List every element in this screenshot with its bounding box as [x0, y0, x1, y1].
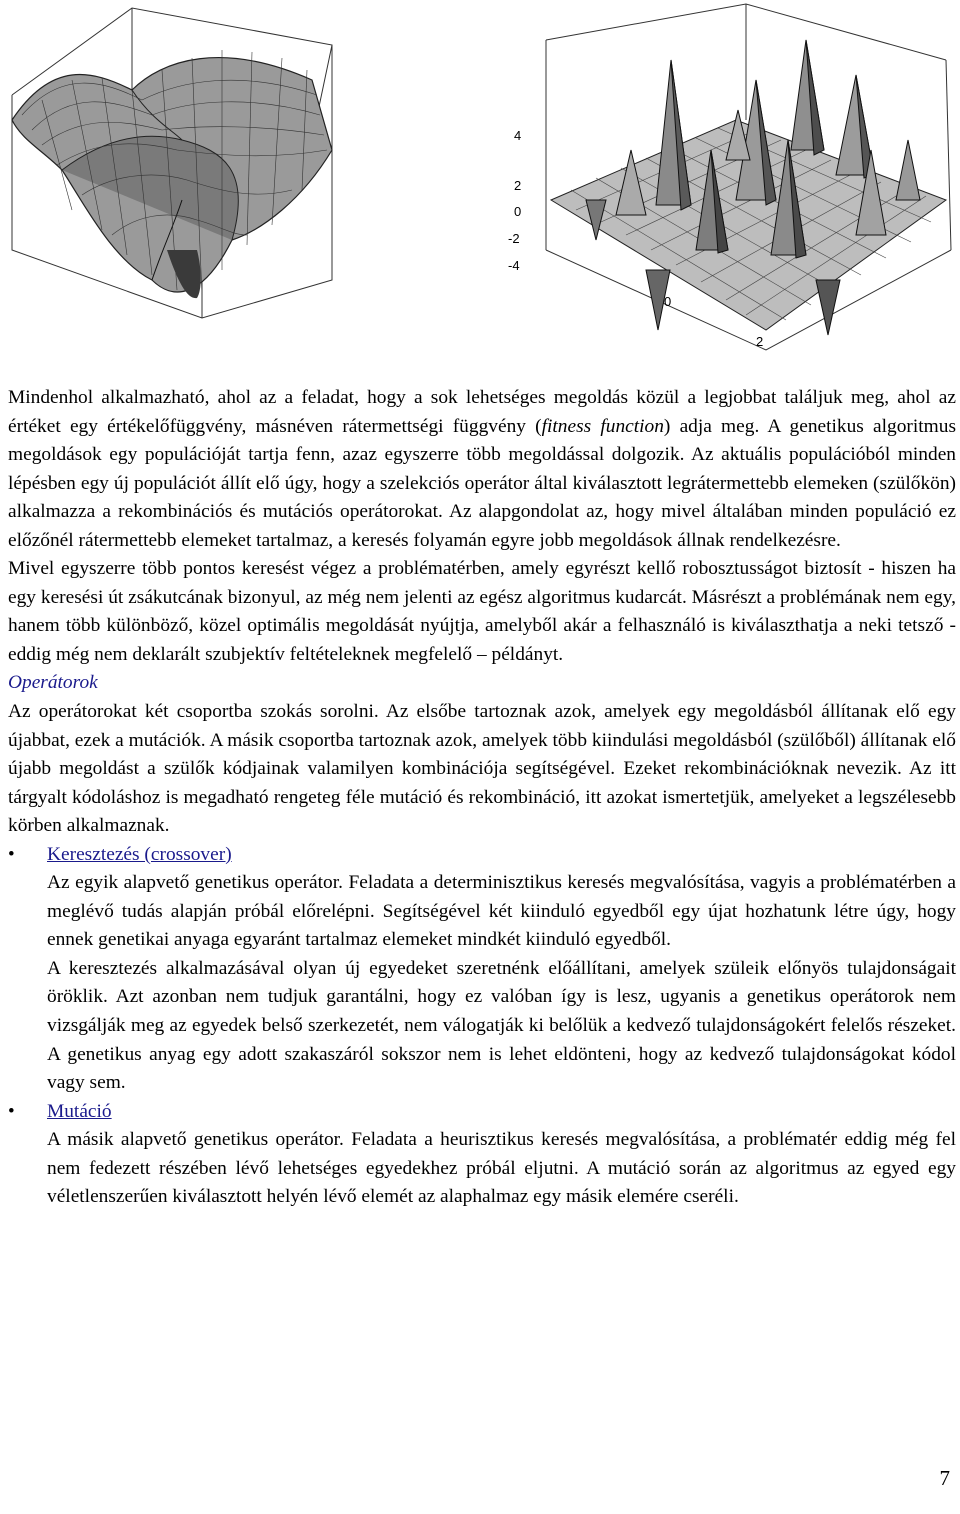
tick-label: 2: [514, 178, 522, 193]
tick-label: -2: [508, 231, 520, 246]
paragraph-robustness: Mivel egyszerre több pontos keresést végez a problématérben, amely egyrészt kellő robosztusságot biztosít - hiszen ha egy keresési út zsákutcának bizonyul, az még nem jelenti az egész algoritmus kudarcát. Másrészt a problémának nem egy, hanem több különböző, közel optimális megoldását nyújtja, amelyből akár a felhasználó is kiválaszthatja a neki tetsző - eddig még nem deklarált szubjektív feltételeknek megfelelő – példányt.: [8, 558, 956, 665]
bullet-crossover: [8, 841, 956, 870]
paragraph-intro: Mindenhol alkalmazható, ahol az a feladat, hogy a sok lehetséges megoldás közül a legjobbat találjuk meg, ahol az értéket egy értékelőfüggvény, másnéven rátermettségi függvény (fitness function) adja meg. A genetikus algoritmus megoldások egy populációját tartja fenn, azaz egyszerre több megoldással dolgozik. Az aktuális populációból minden lépésben egy új populációt állít elő úgy, hogy a szelekciós operátor által kiválasztott legrátermettebb elemeken (szülőkön) alkalmazza a rekombinációs és mutációs operátorokat. Az alapgondolat az, hogy mivel általában minden populáció ez előzőnél rátermettebb elemeket tartalmaz, a keresés folyamán egyre jobb megoldások állnak rendelkezésre.: [8, 387, 956, 551]
bullet-title-mutation: Mutáció: [47, 1100, 112, 1122]
tick-label: 0: [664, 294, 672, 309]
tick-label: -4: [508, 258, 520, 273]
page-number: 7: [939, 1466, 950, 1490]
bullet-mutation: [8, 1098, 956, 1127]
paragraph-crossover-2: A keresztezés alkalmazásával olyan új egyedeket szeretnénk előállítani, amelyek szüleik előnyös tulajdonságait öröklik. Azt azonban nem tudjuk garantálni, hogy ez valóban így is lesz, ugyanis a genetikus operátorok nem vizsgálják meg az egyedek belső szerkezetét, nem válogatják ki belőlük a kedvező tulajdonságokért felelős részeket. A genetikus anyag egy adott szakaszáról sokszor nem is lehet eldönteni, hogy az kedvező tulajdonságokat kódol vagy sem.: [47, 957, 956, 1094]
bullet-title-crossover: Keresztezés (crossover): [47, 843, 232, 865]
tick-label: 4: [514, 128, 522, 143]
paragraph-mutation: A másik alapvető genetikus operátor. Feladata a heurisztikus keresés megvalósítása, a problématér eddig még fel nem fedezett részében lévő lehetséges egyedekhez próbál eljutni. A mutáció során az algoritmus az egyed egy véletlenszerűen kiválasztott helyén lévő elemét az alaphalmaz egy másik elemére cseréli.: [47, 1129, 956, 1208]
bullet-dot: •: [8, 1100, 15, 1122]
fitness-term: fitness function: [541, 415, 664, 437]
paragraph-crossover-1: Az egyik alapvető genetikus operátor. Feladata a determinisztikus keresés megvalósítása, vagyis a problématérben a meglévő tudás alapján próbál előrelépni. Segítségével két kiinduló egyedből egy újat hozhatunk létre úgy, hogy ennek genetikai anyaga egyaránt tartalmaz elemeket mindkét kiinduló egyedből.: [47, 872, 956, 951]
tick-label: 0: [514, 204, 522, 219]
paragraph-operators: Az operátorokat két csoportba szokás sorolni. Az elsőbe tartoznak azok, amelyek egy megoldásból állítanak elő egy újabbat, ezek a mutációk. A másik csoportba tartoznak azok, amelyek több kiindulási megoldásból (szülőből) állítanak elő újabb megoldást a szülők kódjainak valamilyen kombinációja segítségével. Ezeket rekombinációknak nevezik. Az itt tárgyalt kódoláshoz is megadható rengeteg féle mutáció és rekombináció, itt azokat ismertetjük, amelyeket a legszélesebb körben alkalmaznak.: [8, 701, 956, 837]
spiky-surface-plot: [506, 0, 956, 370]
document-body: [8, 384, 956, 1212]
bullet-dot: •: [8, 843, 15, 865]
tick-label: 2: [756, 334, 764, 349]
figures-area: [0, 0, 960, 370]
section-heading-operators: Operátorok: [8, 672, 98, 694]
smooth-surface-plot: [2, 0, 402, 320]
